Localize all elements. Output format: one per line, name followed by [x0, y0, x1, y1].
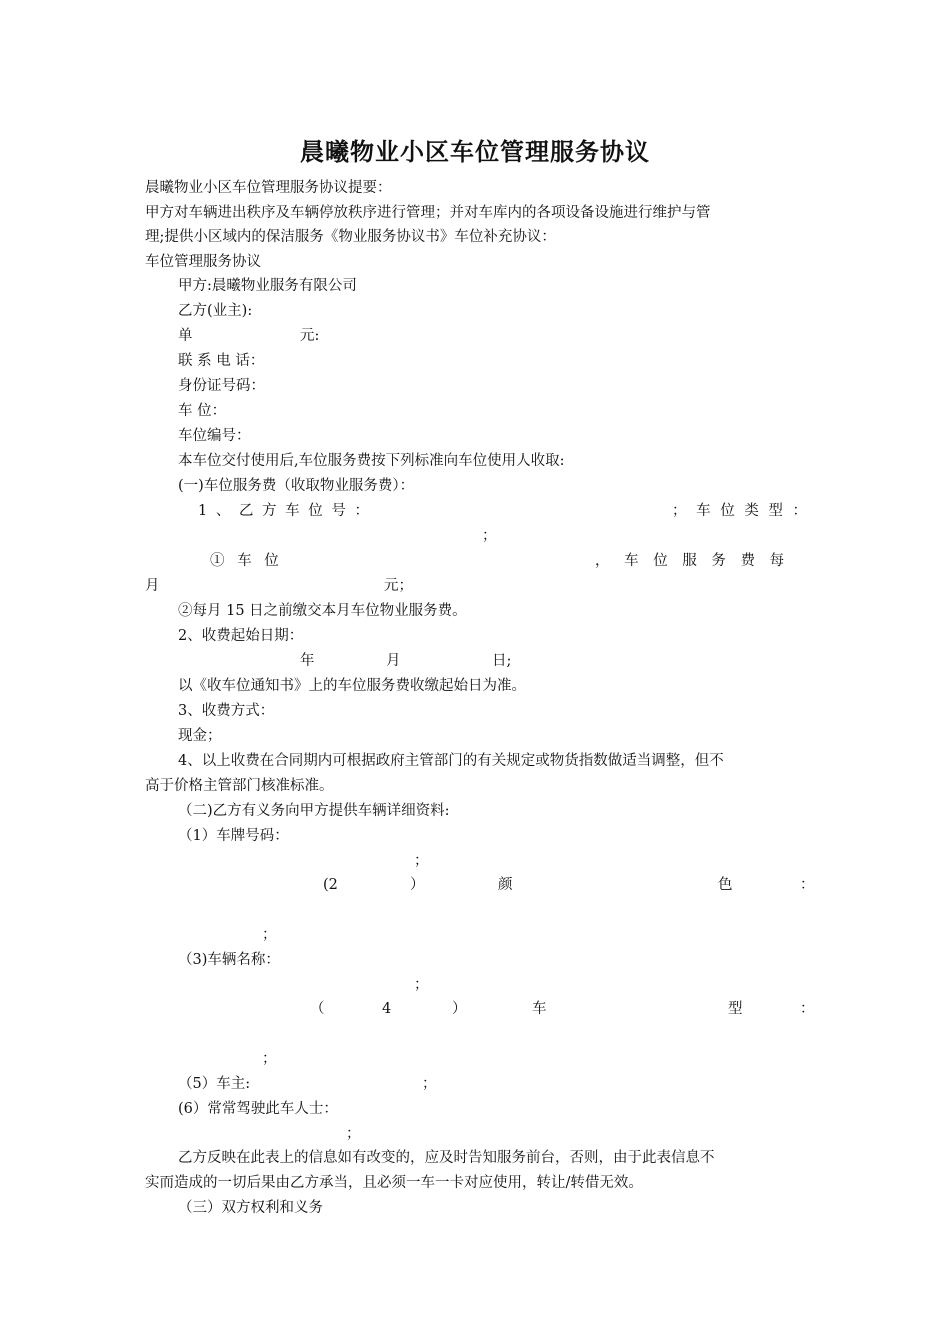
- notice-line-2: 实而造成的一切后果由乙方承当，且必须一车一卡对应使用，转让/转借无效。: [145, 1175, 643, 1191]
- item-1a-fee: ， 车 位 服 务 费 每: [595, 553, 785, 569]
- space-number-label: 车位编号：: [178, 428, 251, 444]
- summary-line-1: 甲方对车辆进出秩序及车辆停放秩序进行管理；并对车库内的各项设备设施进行维护与管: [145, 205, 711, 221]
- vehicle-color-colon: ：: [800, 877, 815, 893]
- date-year: 年: [300, 653, 315, 669]
- item-1a-yuan: 元；: [384, 578, 413, 594]
- item-4-line-1: 4、以上收费在合同期内可根据政府主管部门的有关规定或物货指数做适当调整，但不: [178, 753, 724, 769]
- section-2-title: （二)乙方有义务向甲方提供车辆详细资料:: [178, 803, 450, 819]
- date-month: 月: [386, 653, 401, 669]
- phone-label: 联 系 电 话：: [178, 353, 265, 369]
- item-1a-month: 月: [145, 578, 160, 594]
- section-1-title: (一)车位服务费（收取物业服务费）：: [178, 478, 415, 494]
- id-number-label: 身份证号码：: [178, 378, 265, 394]
- vehicle-name-label: （3)车辆名称：: [178, 952, 280, 968]
- item-4-line-2: 高于价格主管部门核准标准。: [145, 778, 334, 794]
- unit-suffix: 元:: [300, 328, 320, 344]
- vehicle-plate-label: （1）车牌号码：: [178, 828, 289, 844]
- vehicle-model-semicolon: ；: [262, 1051, 277, 1067]
- summary-label: 晨曦物业小区车位管理服务协议提要：: [145, 180, 392, 196]
- vehicle-color-num: (2: [323, 877, 338, 893]
- item-1-label: 1 、 乙 方 车 位 号 ：: [198, 503, 369, 519]
- item-3-label: 3、收费方式：: [178, 703, 275, 719]
- regular-driver-label: (6）常常驾驶此车人士：: [178, 1101, 338, 1117]
- party-b: 乙方(业主):: [178, 303, 253, 319]
- item-1a-space: ① 车 位: [210, 553, 279, 569]
- vehicle-model-num: 4: [382, 1001, 392, 1017]
- vehicle-model-colon: ：: [800, 1001, 815, 1017]
- summary-line-2: 理;提供小区域内的保洁服务《物业服务协议书》车位补充协议：: [145, 229, 556, 245]
- section-3-title: （三）双方权利和义务: [178, 1200, 323, 1216]
- vehicle-color-paren: ）: [410, 877, 425, 893]
- notice-line-1: 乙方反映在此表上的信息如有改变的，应及时告知服务前台，否则，由于此表信息不: [178, 1150, 715, 1166]
- vehicle-model-char-2: 型: [728, 1001, 743, 1017]
- vehicle-color-char-1: 颜: [498, 877, 513, 893]
- item-3-value: 现金；: [178, 728, 222, 744]
- vehicle-model-paren-open: （: [310, 1001, 325, 1017]
- item-1b-due-date: ②每月 15 日之前缴交本月车位物业服务费。: [178, 603, 467, 619]
- document-title: 晨曦物业小区车位管理服务协议: [300, 137, 650, 166]
- vehicle-model-paren-close: ）: [452, 1001, 467, 1017]
- item-1-space-type: ； 车 位 类 型 ：: [672, 503, 808, 519]
- vehicle-owner-semicolon: ；: [422, 1076, 437, 1092]
- regular-driver-semicolon: ；: [346, 1126, 361, 1142]
- vehicle-color-semicolon: ；: [262, 927, 277, 943]
- item-2-note: 以《收车位通知书》上的车位服务费收缴起始日为准。: [178, 678, 526, 694]
- date-day: 日;: [492, 653, 512, 669]
- fee-intro: 本车位交付使用后,车位服务费按下列标准向车位使用人收取:: [178, 453, 565, 469]
- party-a: 甲方:晨曦物业服务有限公司: [178, 278, 357, 294]
- unit-label: 单: [178, 328, 193, 344]
- item-1-semicolon: ；: [482, 528, 497, 544]
- vehicle-owner-label: （5）车主:: [178, 1076, 251, 1092]
- item-2-label: 2、收费起始日期：: [178, 628, 304, 644]
- vehicle-model-char-1: 车: [532, 1001, 547, 1017]
- parking-space-label: 车 位：: [178, 403, 227, 419]
- agreement-subtitle: 车位管理服务协议: [145, 254, 261, 270]
- vehicle-color-char-2: 色: [718, 877, 733, 893]
- vehicle-name-semicolon: ；: [414, 977, 429, 993]
- vehicle-plate-semicolon: ；: [414, 853, 429, 869]
